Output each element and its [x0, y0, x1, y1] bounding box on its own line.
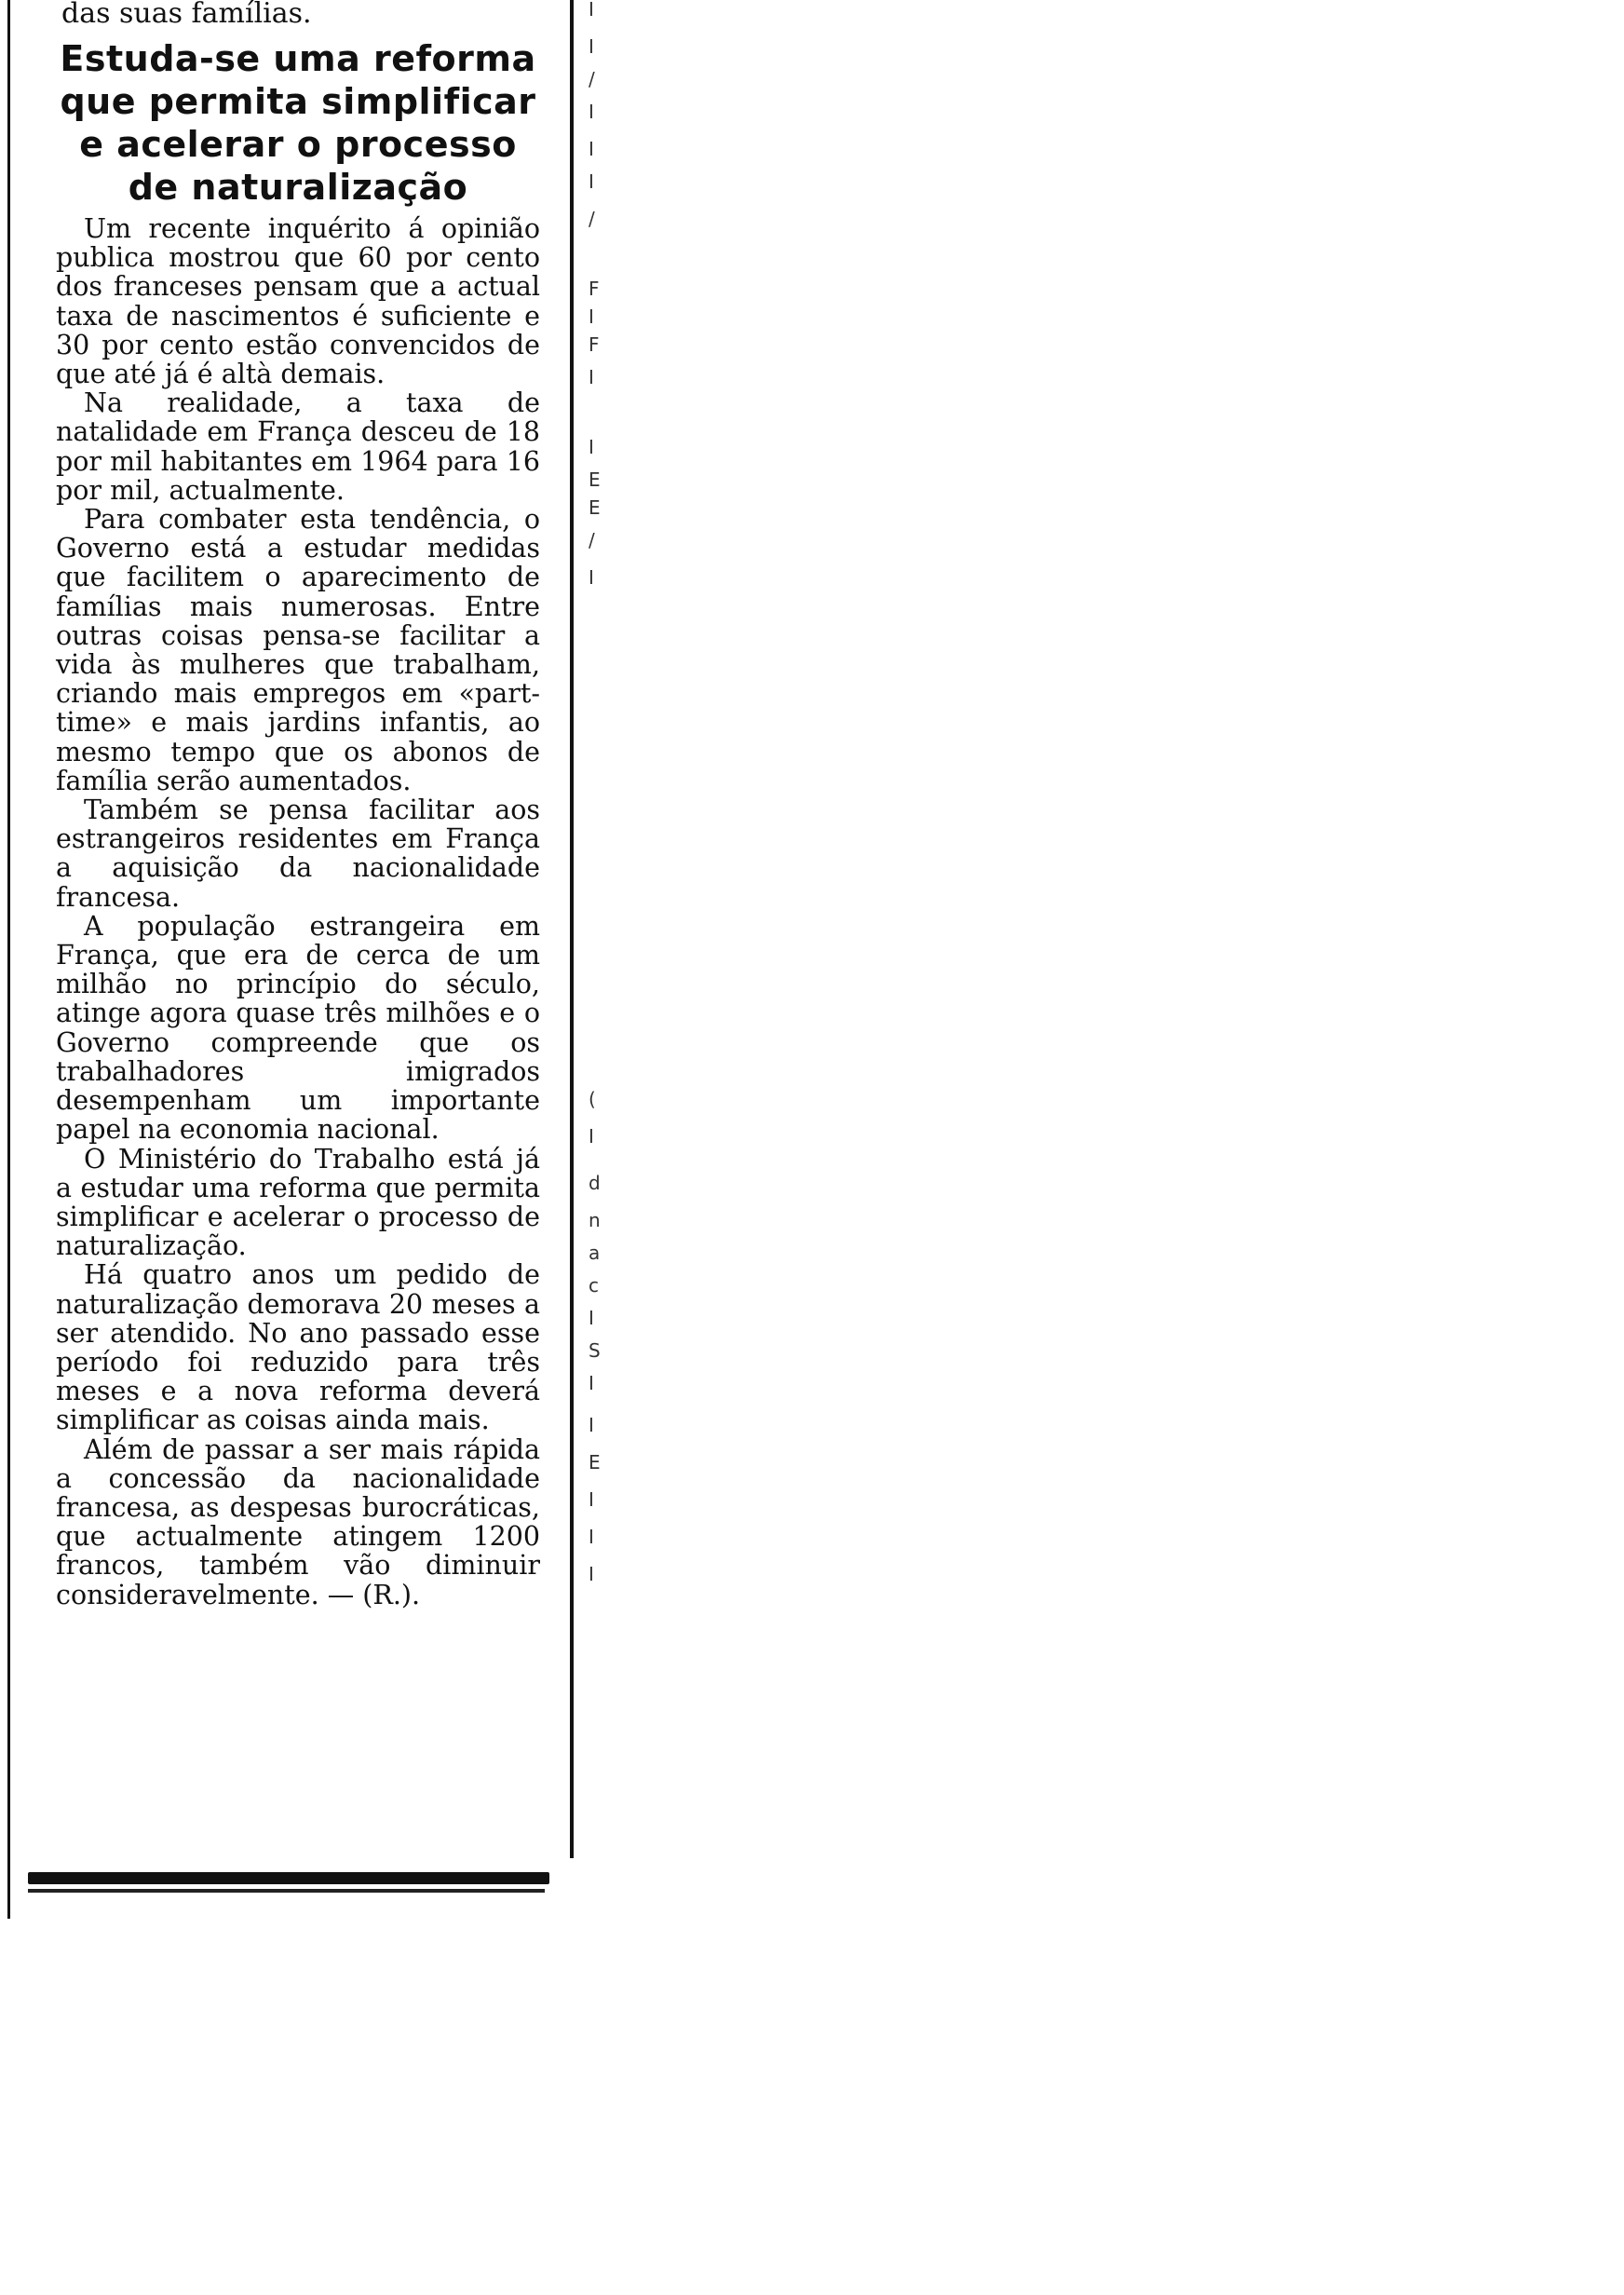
neighbor-fragment: I — [589, 101, 594, 123]
neighbor-fragment: n — [589, 1209, 601, 1231]
neighbor-fragment: E — [589, 469, 601, 491]
neighbor-fragment: I — [589, 1563, 594, 1585]
article-paragraph-1: Um recente inquérito á opinião publica mostrou que 60 por cento dos franceses pensam que a actual taxa de nascimentos é suficiente e 30 por cento estão convencidos de que até já é altà demais. — [56, 213, 540, 390]
neighbor-fragment: I — [589, 1307, 594, 1329]
article-paragraph-8: Além de passar a ser mais rápida a concessão da nacionalidade francesa, as despesas burocráticas, que actualmente atingem 1200 francos, também vão diminuir consideravelmente. — (R.). — [56, 1433, 540, 1610]
neighbor-column-fragments — [585, 0, 613, 1863]
neighbor-fragment: I — [589, 306, 594, 328]
neighbor-fragment: F — [589, 278, 600, 300]
article-paragraph-3: Para combater esta tendência, o Governo está a estudar medidas que facilitem o aparecimento de famílias mais numerosas. Entre outras coisas pensa-se facilitar a vida às mulheres que trabalham, criando mais empregos em «part-time» e mais jardins infantis, ao mesmo tempo que os abonos de família serão aumentados. — [56, 504, 540, 796]
neighbor-fragment: I — [589, 170, 594, 193]
neighbor-fragment: F — [589, 333, 600, 356]
neighbor-fragment: a — [589, 1242, 601, 1264]
neighbor-fragment: / — [589, 529, 595, 551]
article-paragraph-5: A população estrangeira em França, que era de cerca de um milhão no princípio do século, atinge agora quase três milhões e o Governo compreende que os trabalhadores imigrados desempenham um importante papel na economia nacional. — [56, 910, 540, 1146]
neighbor-fragment: I — [589, 1488, 594, 1511]
neighbor-fragment: I — [589, 566, 594, 589]
previous-article-tail: das suas famílias. — [61, 0, 312, 30]
neighbor-fragment: S — [589, 1339, 601, 1362]
bottom-thick-rule — [28, 1872, 549, 1884]
neighbor-fragment: I — [589, 436, 594, 458]
article-paragraph-7: Há quatro anos um pedido de naturalização demorava 20 meses a ser atendido. No ano passado esse período foi reduzido para três meses e a nova reforma deverá simplificar as coisas ainda mais. — [56, 1259, 540, 1436]
neighbor-fragment: / — [589, 68, 595, 90]
neighbor-fragment: ( — [589, 1088, 596, 1110]
neighbor-fragment: I — [589, 1414, 594, 1436]
neighbor-fragment: I — [589, 366, 594, 388]
neighbor-fragment: I — [589, 35, 594, 58]
neighbor-fragment: I — [589, 1526, 594, 1548]
neighbor-fragment: d — [589, 1172, 601, 1194]
article-paragraph-4: Também se pensa facilitar aos estrangeiros residentes em França a aquisição da nacionalidade francesa. — [56, 794, 540, 913]
article-headline: Estuda-se uma reforma que permita simplificar e acelerar o processo de naturalização — [60, 38, 536, 208]
neighbor-fragment: I — [589, 1372, 594, 1394]
neighbor-fragment: E — [589, 1451, 601, 1473]
neighbor-fragment: E — [589, 496, 601, 519]
neighbor-fragment: / — [589, 208, 595, 230]
neighbor-fragment: I — [589, 138, 594, 160]
right-column-rule — [570, 0, 574, 1858]
newspaper-clipping — [0, 0, 601, 1919]
article-paragraph-6: O Ministério do Trabalho está já a estudar uma reforma que permita simplificar e acelerar o processo de naturalização. — [56, 1143, 540, 1262]
article-column — [56, 0, 540, 1609]
neighbor-fragment: c — [589, 1274, 599, 1297]
bottom-thin-rule — [28, 1889, 545, 1893]
neighbor-fragment: I — [589, 1125, 594, 1148]
left-column-rule — [7, 0, 10, 1919]
article-paragraph-2: Na realidade, a taxa de natalidade em França desceu de 18 por mil habitantes em 1964 para 16 por mil, actualmente. — [56, 387, 540, 506]
neighbor-fragment: I — [589, 0, 594, 20]
